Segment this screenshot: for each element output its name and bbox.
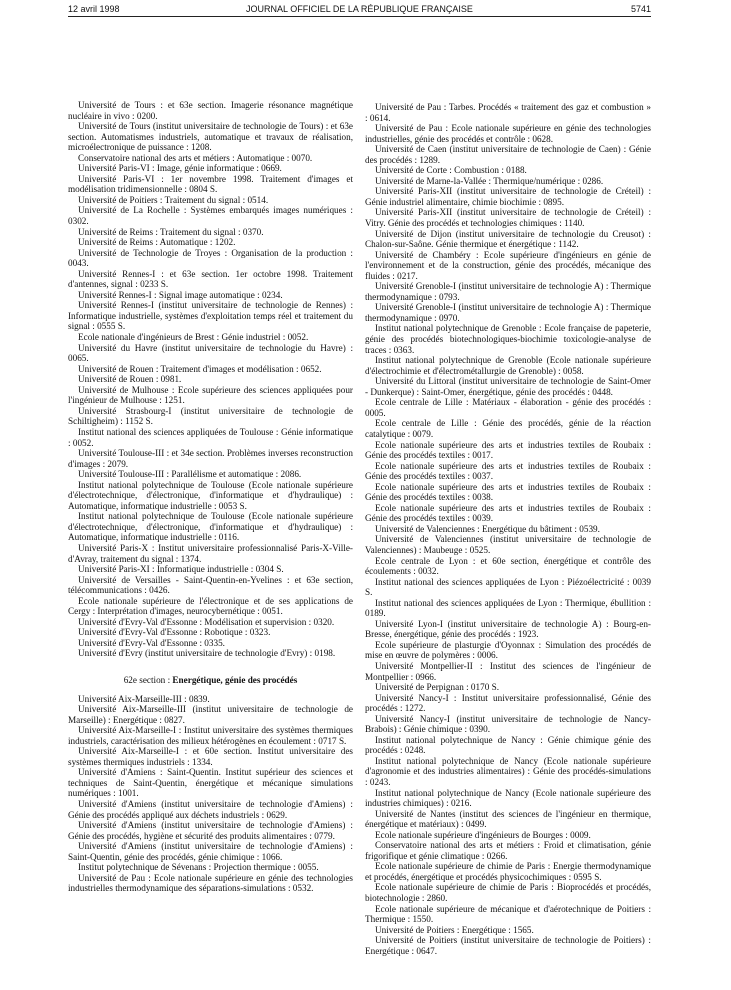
list-entry: Université de Caen (institut universitaire de technologie de Caen) : Génie des procédés : 1289. [365, 144, 651, 165]
list-entry: Université d'Evry-Val d'Essonne : 0335. [78, 637, 225, 648]
list-entry: Institut national polytechnique de Nancy (Ecole nationale supérieure des industries chimiques) : 0216. [365, 787, 651, 809]
list-entry: Institut national polytechnique de Grenoble (Ecole nationale supérieure d'électrochimie et d'électrométallurgie de Grenoble) : 0058. [365, 355, 651, 376]
list-entry: Université de Poitiers : Energétique : 1565. [375, 924, 534, 935]
list-entry: Université de Technologie de Troyes : Organisation de la production : 0043. [68, 247, 353, 269]
list-entry: Institut national polytechnique de Nancy (Ecole nationale supérieure d'agronomie et des industries alimentaires) : Génie des procédés-simulations : 0243. [365, 755, 651, 787]
list-entry: Université d'Amiens (institut universitaire de technologie d'Amiens) : Génie des procédés, hygiène et sécurité des produits alimentaires : 0779. [68, 820, 353, 841]
list-entry: Université de Chambéry : Ecole supérieure d'ingénieurs en génie de l'environnement et de la construction, génie des procédés, mécanique des fluides : 0217. [365, 249, 651, 281]
list-entry: Université Toulouse-III : Parallélisme et automatique : 2086. [78, 469, 302, 480]
list-entry: Université de Versailles - Saint-Quentin-en-Yvelines : et 63e section, télécommunications : 0426. [68, 574, 353, 596]
list-entry: Conservatoire national des arts et métiers : Automatique : 0070. [78, 152, 313, 163]
list-entry: Université d'Amiens (institut universitaire de technologie d'Amiens) : Saint-Quentin, génie des procédés, génie chimique : 1066. [68, 841, 353, 862]
list-entry: Université de Valenciennes (institut universitaire de technologie de Valenciennes) : Maubeuge : 0525. [365, 534, 651, 555]
list-entry: Ecole nationale supérieure des arts et industries textiles de Roubaix : Génie des procédés textiles : 0039. [365, 502, 651, 524]
list-entry: Université d'Amiens (institut universitaire de technologie d'Amiens) : Génie des procédés appliqué aux déchets industriels : 0629. [68, 799, 353, 820]
list-entry: Université Paris-VI : Image, génie informatique : 0669. [78, 163, 282, 174]
list-entry: Université d'Amiens : Saint-Quentin. Institut supérieur des sciences et techniques de Saint-Quentin, énergétique et mécanique simulations numériques : 1001. [68, 767, 353, 799]
page-number: 5741 [630, 4, 651, 14]
list-entry: Ecole nationale d'ingénieurs de Brest : Génie industriel : 0052. [78, 332, 309, 343]
header-rule [68, 16, 651, 17]
list-entry: Université d'Evry-Val d'Essonne : Robotique : 0323. [78, 627, 271, 638]
list-entry: Université Rennes-I : et 63e section. 1er octobre 1998. Traitement d'antennes, signal : 0233 S. [68, 268, 353, 290]
list-entry: Ecole nationale supérieure de chimie de Paris : Energie thermodynamique et procédés, énergétique et procédés physicochimiques : 0595 S. [365, 861, 651, 882]
list-entry: Université Aix-Marseille-I : Institut universitaire des systèmes thermiques industriels, caractérisation des milieux hétérogènes en écoulement : 0717 S. [68, 725, 353, 746]
journal-title: JOURNAL OFFICIEL DE LA RÉPUBLIQUE FRANÇAISE [246, 4, 473, 14]
list-entry: Université de Nantes (institut des sciences de l'ingénieur en thermique, énergétique et matériaux) : 0499. [365, 808, 651, 830]
list-entry: Institut national polytechnique de Toulouse (Ecole nationale supérieure d'électrotechnique, d'électronique, d'informatique et d'hydraulique) : Automatique, informatique industrielle : 0116. [68, 511, 353, 543]
list-entry: Université de Perpignan : 0170 S. [375, 682, 500, 693]
list-entry: Université de Rouen : Traitement d'images et modélisation : 0652. [78, 363, 322, 374]
list-entry: Ecole centrale de Lille : Matériaux - élaboration - génie des procédés : 0005. [365, 397, 651, 418]
list-entry: Ecole nationale supérieure des arts et industries textiles de Roubaix : Génie des procédés textiles : 0038. [365, 481, 651, 503]
list-entry: Université de Reims : Traitement du signal : 0370. [78, 226, 264, 237]
list-entry: Ecole nationale supérieure de l'électronique et de ses applications de Cergy : Interprétation d'images, neurocybernétique : 0051. [68, 595, 353, 617]
list-entry: Institut national polytechnique de Grenoble : Ecole française de papeterie, génie des procédés biotechnologiques-biochimie toxicologie-analyse de traces : 0363. [365, 323, 651, 355]
list-entry: Université de Valenciennes : Energétique du bâtiment : 0539. [375, 523, 600, 534]
list-entry: Institut national polytechnique de Toulouse (Ecole nationale supérieure d'électrotechnique, d'électronique, d'informatique et d'hydraulique) : Automatique, informatique industrielle : 0053 S. [68, 479, 353, 511]
list-entry: Université de Dijon (institut universitaire de technologie du Creusot) : Chalon-sur-Saône. Génie thermique et énergétique : 1142. [365, 228, 651, 250]
left-column [68, 100, 353, 894]
list-entry: Université Strasbourg-I (institut universitaire de technologie de Schiltigheim) : 1152 S. [68, 405, 353, 427]
list-entry: Ecole centrale de Lille : Génie des procédés, génie de la réaction catalytique : 0079. [365, 418, 651, 439]
list-entry: Université de Rouen : 0981. [78, 374, 182, 385]
list-entry: Institut national des sciences appliquées de Toulouse : Génie informatique : 0052. [68, 426, 353, 448]
list-entry: Ecole nationale supérieure de chimie de Paris : Bioprocédés et procédés, biotechnologie : 2860. [365, 882, 651, 904]
right-column [365, 102, 651, 956]
list-entry: Conservatoire national des arts et métiers : Froid et climatisation, génie frigorifique et génie climatique : 0266. [365, 840, 651, 861]
list-entry: Université de Tours : et 63e section. Imagerie résonance magnétique nucléaire in vivo : 0200. [68, 100, 353, 121]
list-entry: Université Toulouse-III : et 34e section. Problèmes inverses reconstruction d'images : 2079. [68, 448, 353, 469]
list-entry: Université de La Rochelle : Systèmes embarqués images numériques : 0302. [68, 205, 353, 227]
list-entry: Université de Reims : Automatique : 1202. [78, 237, 236, 248]
list-entry: Université Montpellier-II : Institut des sciences de l'ingénieur de Montpellier : 0966. [365, 660, 651, 682]
list-entry: Université de Pau : Ecole nationale supérieure en génie des technologies industrielles, génie des procédés et contrôle : 0628. [365, 123, 651, 144]
list-entry: Université Paris-XII (institut universitaire de technologie de Créteil) : Vitry. Génie des procédés et technologies chimiques : 1140. [365, 207, 651, 229]
list-entry: Ecole nationale supérieure des arts et industries textiles de Roubaix : Génie des procédés textiles : 0037. [365, 460, 651, 482]
header-date: 12 avril 1998 [68, 4, 120, 14]
list-entry: Université Paris-XI : Informatique industrielle : 0304 S. [78, 564, 284, 575]
list-entry: Ecole nationale supérieure des arts et industries textiles de Roubaix : Génie des procédés textiles : 0017. [365, 439, 651, 461]
list-entry: Université Paris-VI : 1er novembre 1998. Traitement d'images et modélisation tridimensionnelle : 0804 S. [68, 173, 353, 195]
list-entry: Université Paris-X : Institut universitaire professionnalisé Paris-X-Ville-d'Avray, traitement du signal : 1374. [68, 542, 353, 564]
list-entry: Université Nancy-I (institut universitaire de technologie de Nancy-Brabois) : Génie chimique : 0390. [365, 713, 651, 735]
list-entry: Ecole centrale de Lyon : et 60e section, énergétique et contrôle des écoulements : 0032. [365, 555, 651, 577]
list-entry: Université Aix-Marseille-III (institut universitaire de technologie de Marseille) : Energétique : 0827. [68, 704, 353, 725]
list-entry: Université Paris-XII (institut universitaire de technologie de Créteil) : Génie industriel alimentaire, chimie biochimie : 0895. [365, 186, 651, 207]
list-entry: Université Rennes-I (institut universitaire de technologie de Rennes) : Informatique industrielle, systèmes d'exploitation temps réel et traitement du signal : 0555 S. [68, 300, 353, 332]
list-entry: Université de Tours (institut universitaire de technologie de Tours) : et 63e section. Automatismes industriels, automatique et travaux de réalisation, microélectronique de puissance : 1208. [68, 121, 353, 153]
list-entry: Université Nancy-I : Institut universitaire professionnalisé, Génie des procédés : 1272. [365, 692, 651, 714]
section-title: Energétique, génie des procédés [172, 674, 298, 685]
list-entry: Université de Mulhouse : Ecole supérieure des sciences appliquées pour l'ingénieur de Mulhouse : 1251. [68, 384, 353, 406]
list-entry: Université de Pau : Tarbes. Procédés « traitement des gaz et combustion » : 0614. [365, 102, 651, 123]
list-entry: Université de Corte : Combustion : 0188. [375, 165, 527, 176]
list-entry: Université de Poitiers : Traitement du signal : 0514. [78, 194, 269, 205]
list-entry: Université Rennes-I : Signal image automatique : 0234. [78, 289, 283, 300]
list-entry: Université de Marne-la-Vallée : Thermique/numérique : 0286. [375, 175, 604, 186]
list-entry: Institut national des sciences appliquées de Lyon : Piézoélectricité : 0039 S. [365, 576, 651, 598]
list-entry: Université Aix-Marseille-III : 0839. [78, 693, 210, 704]
list-entry: Université Aix-Marseille-I : et 60e section. Institut universitaire des systèmes thermiques industriels : 1334. [68, 746, 353, 767]
list-entry: Université de Poitiers (institut universitaire de technologie de Poitiers) : Energétique : 0647. [365, 935, 651, 956]
list-entry: Ecole nationale supérieure d'ingénieurs de Bourges : 0009. [375, 829, 591, 840]
list-entry: Université de Pau : Ecole nationale supérieure en génie des technologies industrielles thermodynamique des séparations-simulations : 0532. [68, 872, 353, 894]
list-entry: Institut polytechnique de Sévenans : Projection thermique : 0055. [78, 862, 319, 873]
list-entry: Université Grenoble-I (institut universitaire de technologie A) : Thermique thermodynamique : 0793. [365, 281, 651, 302]
list-entry: Université d'Evry-Val d'Essonne : Modélisation et supervision : 0320. [78, 616, 335, 627]
list-entry: Université Lyon-I (institut universitaire de technologie A) : Bourg-en-Bresse, énergétique, génie des procédés : 1923. [365, 618, 651, 640]
list-entry: Ecole supérieure de plasturgie d'Oyonnax : Simulation des procédés de mise en œuvre de polymères : 0006. [365, 639, 651, 661]
list-entry: Institut national des sciences appliquées de Lyon : Thermique, ébullition : 0189. [365, 597, 651, 619]
list-entry: Université du Littoral (institut universitaire de technologie de Saint-Omer - Dunkerque) : Saint-Omer, énergétique, génie des procédés : 0448. [365, 376, 651, 397]
section-heading [68, 675, 353, 686]
list-entry: Institut national polytechnique de Nancy : Génie chimique génie des procédés : 0248. [365, 734, 651, 756]
list-entry: Université Grenoble-I (institut universitaire de technologie A) : Thermique thermodynamique : 0970. [365, 302, 651, 323]
list-entry: Ecole nationale supérieure de mécanique et d'aérotechnique de Poitiers : Thermique : 1550. [365, 903, 651, 925]
section-number: 62e section : [123, 674, 173, 685]
list-entry: Université d'Evry (institut universitaire de technologie d'Evry) : 0198. [78, 648, 336, 659]
list-entry: Université du Havre (institut universitaire de technologie du Havre) : 0065. [68, 342, 353, 364]
